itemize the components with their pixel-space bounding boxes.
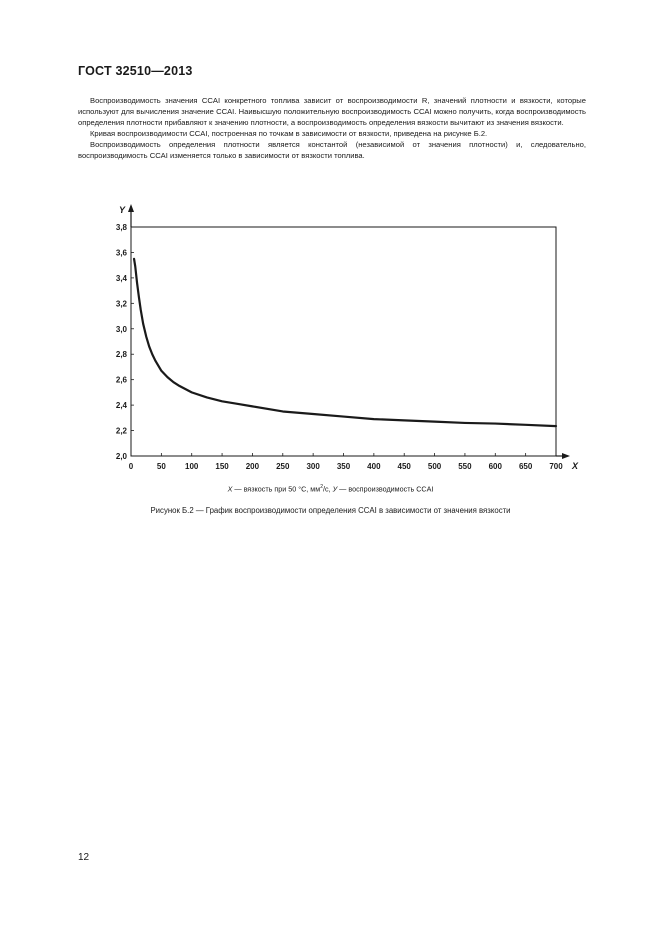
x-tick-label: 650	[518, 462, 533, 471]
y-tick-label: 3,4	[115, 273, 127, 283]
x-tick-label: 0	[128, 462, 134, 471]
x-tick-label: 300	[306, 462, 320, 471]
x-tick-label: 350	[336, 462, 351, 471]
x-tick-label: 500	[427, 462, 442, 471]
x-tick-label: 400	[367, 462, 381, 471]
standard-header: ГОСТ 32510—2013	[78, 64, 193, 78]
reproducibility-chart	[100, 200, 590, 500]
plot-frame	[131, 227, 556, 456]
x-tick-label: 250	[276, 462, 290, 471]
paragraph-density: Воспроизводимость определения плотности является константой (независимой от значения плотности) и, следовательно, воспроизводимость CCAI изменяется только в зависимости от вязкости топлива.	[78, 139, 586, 160]
y-tick-label: 2,4	[115, 401, 127, 411]
page-number: 12	[78, 852, 90, 863]
legend-x-letter: X	[227, 484, 233, 494]
x-tick-label: 150	[215, 462, 229, 471]
chart-svg	[100, 200, 590, 500]
legend-y-text: — воспроизводимость CCAI	[337, 484, 434, 494]
y-tick-label: 2,6	[115, 375, 127, 385]
y-axis-arrowhead	[128, 204, 134, 212]
legend-x-text: — вязкость при 50 °С, мм	[232, 484, 321, 494]
body-text	[78, 96, 586, 161]
paragraph-reproducibility: Воспроизводимость значения CCAI конкретного топлива зависит от воспроизводимости R, значений плотности и вязкости, которые используют для вычисления значение CCAI. Наивысшую положительную воспроизводимость CCAI можно получить, когда воспроизводимость определения плотности прибавляют к значению плотности, а воспроизводимость определения вязкости вычитают из значения вязкости.	[78, 96, 586, 127]
y-tick-label: 2,8	[115, 350, 127, 360]
reproducibility-curve	[134, 259, 556, 426]
x-tick-label: 200	[245, 462, 260, 471]
y-axis-letter: Y	[119, 205, 126, 215]
axis-legend	[0, 484, 661, 493]
paragraph-curve: Кривая воспроизводимости CCAI, построенная по точкам в зависимости от вязкости, приведена на рисунке Б.2.	[90, 128, 488, 138]
legend-x-unit: /с,	[322, 484, 333, 494]
x-tick-label: 100	[185, 462, 199, 471]
y-tick-label: 3,2	[115, 299, 127, 309]
y-tick-label: 2,0	[115, 452, 127, 461]
y-tick-label: 3,6	[115, 248, 127, 258]
y-tick-label: 3,0	[115, 324, 127, 334]
figure-caption: Рисунок Б.2 — График воспроизводимости определения CCAI в зависимости от значения вязкости	[150, 506, 511, 515]
x-tick-label: 450	[397, 462, 411, 471]
x-axis-letter: X	[572, 461, 579, 471]
y-tick-label: 3,8	[115, 223, 127, 232]
legend-y-letter: У	[332, 484, 338, 494]
y-tick-label: 2,2	[115, 426, 127, 436]
x-tick-label: 50	[156, 462, 166, 471]
x-tick-label: 700	[549, 462, 563, 471]
x-axis-arrowhead	[562, 453, 570, 459]
x-tick-label: 600	[488, 462, 502, 471]
x-tick-label: 550	[458, 462, 472, 471]
legend-x-sup: 2	[320, 484, 323, 490]
